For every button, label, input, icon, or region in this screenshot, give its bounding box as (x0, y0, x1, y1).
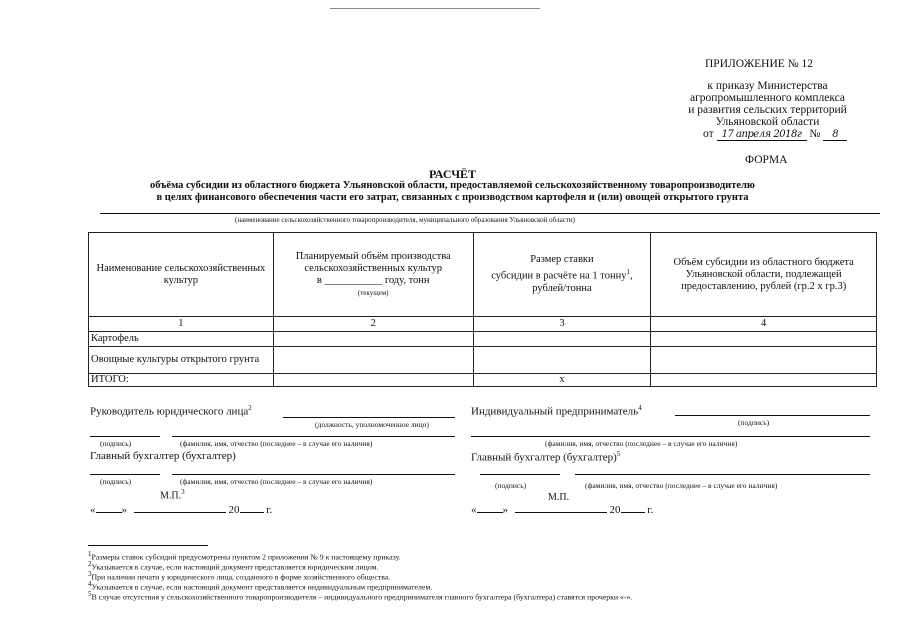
row-name: Картофель (89, 332, 274, 347)
number-handwritten: 8 (823, 128, 847, 141)
fio-caption: (фамилия, имя, отчество (последнее – в случае его наличия) (545, 439, 738, 448)
table-row (89, 332, 877, 347)
fio-caption: (фамилия, имя, отчество (последнее – в случае его наличия) (180, 477, 373, 486)
date-prefix: от (703, 128, 714, 140)
sign-caption: (подпись) (100, 439, 132, 448)
footnote: $^2$Указывается в случае, если настоящий документ представляется юридическим лицом. (88, 560, 379, 572)
fio-line (172, 436, 455, 437)
producer-name-line (100, 213, 880, 214)
footnote: $^3$При наличии печати у юридического лица, созданного в форме хозяйственного общества. (88, 570, 391, 582)
subsidy-table (88, 232, 877, 387)
row-amount (651, 332, 877, 347)
sign-caption: (подпись) (738, 418, 770, 427)
date-row: « » 20 г. (471, 504, 654, 516)
row-rate (473, 332, 651, 347)
row-volume (273, 347, 473, 374)
appendix-line4: Ульяновской области (715, 116, 820, 128)
sign-line (480, 474, 560, 475)
date-handwritten: 17 апреля 2018г (717, 129, 807, 141)
header-planned-volume: Планируемый объём производства сельскохозяйственных культур в ___________ году, тонн (текущем) (273, 233, 473, 317)
appendix-line2: агропромышленного комплекса (689, 92, 846, 104)
appendix-date-row (703, 128, 847, 141)
entrepreneur-label: Индивидуальный предприниматель$^4$ (471, 404, 642, 418)
footnote: $^1$Размеры ставок субсидий предусмотрены пунктом 2 приложения № 9 к настоящему приказу. (88, 550, 401, 562)
position-caption: (должность, уполномоченное лицо) (315, 420, 429, 429)
appendix-title: ПРИЛОЖЕНИЕ № 12 (705, 58, 814, 70)
sign-line (90, 436, 160, 437)
row-volume (273, 374, 473, 387)
header-crop-name: Наименование сельскохозяйственных культур (89, 233, 274, 317)
form-label: ФОРМА (745, 154, 788, 166)
header-rate: Размер ставки субсидии в расчёте на 1 тонну$^1$, рублей/тонна (473, 233, 651, 317)
col-number: 3 (473, 317, 651, 332)
sign-line (675, 415, 870, 416)
row-amount (651, 347, 877, 374)
sign-caption: (подпись) (495, 481, 527, 490)
table-number-row (89, 317, 877, 332)
accountant-label: Главный бухгалтер (бухгалтер)$^5$ (471, 450, 621, 464)
calc-subtitle-line1: объёма субсидии из областного бюджета Ульяновской области, предоставляемой сельскохозяйственному товаропроизводителю (150, 180, 755, 191)
appendix-order-text (655, 80, 880, 128)
fio-line (471, 436, 870, 437)
appendix-line1: к приказу Министерства (707, 80, 828, 92)
table-header-row (89, 233, 877, 317)
fio-line (575, 474, 870, 475)
position-line (283, 417, 455, 418)
stamp-label: М.П.$^3$ (160, 488, 185, 502)
sign-line (90, 474, 160, 475)
row-name: ИТОГО: (89, 374, 274, 387)
date-row: « » 20 г. (90, 504, 273, 516)
stamp-label: М.П. (548, 492, 570, 503)
accountant-label: Главный бухгалтер (бухгалтер) (90, 450, 236, 462)
producer-caption: (наименование сельскохозяйственного товаропроизводителя, муниципального образования Ульяновской области) (235, 216, 575, 224)
footnote-separator (88, 545, 208, 546)
row-volume (273, 332, 473, 347)
fio-caption: (фамилия, имя, отчество (последнее – в случае его наличия) (180, 439, 373, 448)
table-total-row (89, 374, 877, 387)
row-rate: х (473, 374, 651, 387)
footnote: $^4$Указывается в случае, если настоящий документ представляется индивидуальным предпринимателем. (88, 580, 433, 592)
col-number: 2 (273, 317, 473, 332)
table-row (89, 347, 877, 374)
header-subsidy-amount: Объём субсидии из областного бюджета Ульяновской области, подлежащей предоставлению, рублей (гр.2 x гр.3) (651, 233, 877, 317)
fio-line (172, 474, 455, 475)
calc-subtitle-line2: в целях финансового обеспечения части его затрат, связанных с производством картофеля и (или) овощей открытого грунта (156, 192, 749, 203)
fio-caption: (фамилия, имя, отчество (последнее – в случае его наличия) (585, 481, 778, 490)
number-prefix: № (809, 128, 821, 140)
sign-caption: (подпись) (100, 477, 132, 486)
calc-title: РАСЧЁТ (428, 167, 477, 181)
appendix-line3: и развития сельских территорий (688, 104, 847, 116)
row-name: Овощные культуры открытого грунта (89, 347, 274, 374)
head-label: Руководитель юридического лица$^2$ (90, 404, 252, 418)
top-scan-line (330, 8, 540, 9)
footnote: $^5$В случае отсутствия у сельскохозяйственного товаропроизводителя – индивидуального предпринимателя главного бухгалтера (бухгалтера) ставятся прочерки «-». (88, 590, 633, 602)
row-rate (473, 347, 651, 374)
col-number: 4 (651, 317, 877, 332)
col-number: 1 (89, 317, 274, 332)
row-amount (651, 374, 877, 387)
